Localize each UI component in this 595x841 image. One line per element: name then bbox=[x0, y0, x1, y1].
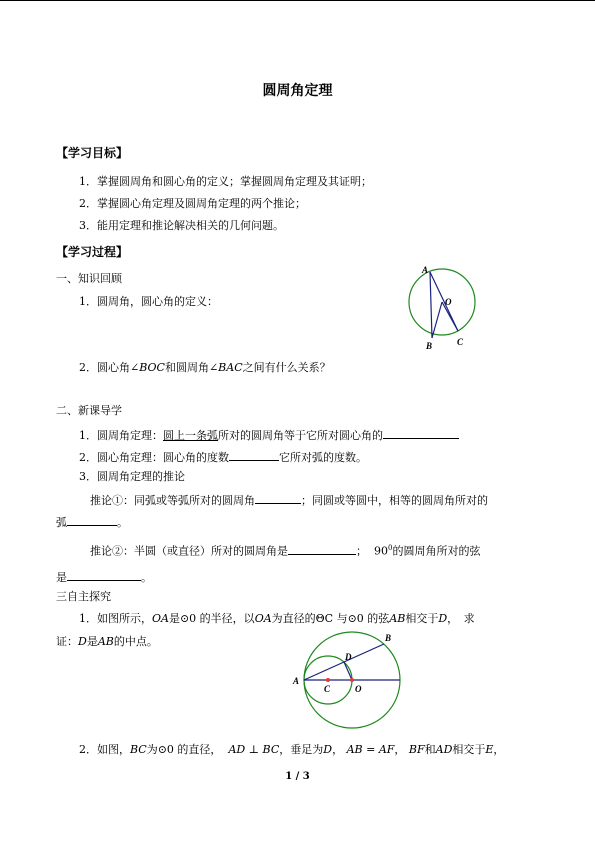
part1-label: 一、知识回顾 bbox=[56, 272, 122, 285]
figure-circle-inscribed-angle bbox=[400, 262, 485, 354]
fig2-label-c: C bbox=[324, 684, 331, 694]
page-title: 圆周角定理 bbox=[262, 83, 333, 99]
fig1-label-c: C bbox=[457, 337, 464, 347]
goal-item-1: 1．掌握圆周角和圆心角的定义；掌握圆周角定理及其证明； bbox=[79, 175, 372, 188]
part2-label: 二、新课导学 bbox=[56, 404, 122, 417]
review-question-1: 1．圆周角，圆心角的定义： bbox=[79, 295, 218, 308]
fig2-label-a: A bbox=[293, 676, 300, 686]
fig1-label-b: B bbox=[426, 341, 433, 351]
fig2-label-b: B bbox=[385, 633, 392, 643]
corollary-1-cont: 弧 。 bbox=[56, 516, 128, 529]
problem-1: 1．如图所示，OA是⊙0 的半径，以OA为直径的ΘC 与⊙0 的弦AB相交于D， 求 bbox=[79, 612, 475, 625]
fig1-line-ob bbox=[432, 302, 442, 338]
corollary-1: 推论①：同弧或等弧所对的圆周角 ；同圆或等圆中，相等的圆周角所对的 bbox=[90, 494, 488, 507]
goal-item-3: 3．能用定理和推论解决相关的几何问题。 bbox=[79, 219, 284, 232]
corollary-2: 推论②：半圆（或直径）所对的圆周角是 ； $90^0$的圆周角所对的弦 bbox=[90, 544, 481, 558]
page-number: 1 / 3 bbox=[285, 771, 310, 782]
theorem-line-2: 2．圆心角定理：圆心角的度数 它所对弧的度数。 bbox=[79, 451, 367, 464]
fig1-label-o: O bbox=[445, 297, 452, 307]
fig2-label-o: O bbox=[355, 684, 362, 694]
section-heading-process: 【学习过程】 bbox=[56, 245, 129, 259]
fig2-point-c bbox=[326, 678, 330, 682]
fig1-label-a: A bbox=[422, 265, 429, 275]
theorem-line-1: 1．圆周角定理：圆上一条弧所对的圆周角等于它所对圆心角的 bbox=[79, 427, 459, 443]
figure-two-circles bbox=[288, 626, 410, 738]
top-rule bbox=[0, 0, 595, 1]
fig2-label-d: D bbox=[345, 652, 352, 662]
fig2-point-o bbox=[350, 678, 354, 682]
problem-2: 2．如图，BC为⊙0 的直径， AD ⊥ BC，垂足为D， AB = AF， BF和AD相交于E， bbox=[79, 743, 505, 756]
theorem-line-3: 3．圆周角定理的推论 bbox=[79, 470, 185, 483]
review-question-2: 2．圆心角∠BOC和圆周角∠BAC之间有什么关系？ bbox=[79, 361, 331, 374]
problem-1-cont: 证：D是AB的中点。 bbox=[56, 635, 158, 648]
corollary-2-cont: 是 。 bbox=[56, 571, 152, 584]
part3-label: 三自主探究 bbox=[56, 590, 111, 603]
goal-item-2: 2．掌握圆心角定理及圆周角定理的两个推论； bbox=[79, 197, 306, 210]
section-heading-goals: 【学习目标】 bbox=[56, 146, 129, 160]
fig1-line-ab bbox=[430, 272, 432, 338]
